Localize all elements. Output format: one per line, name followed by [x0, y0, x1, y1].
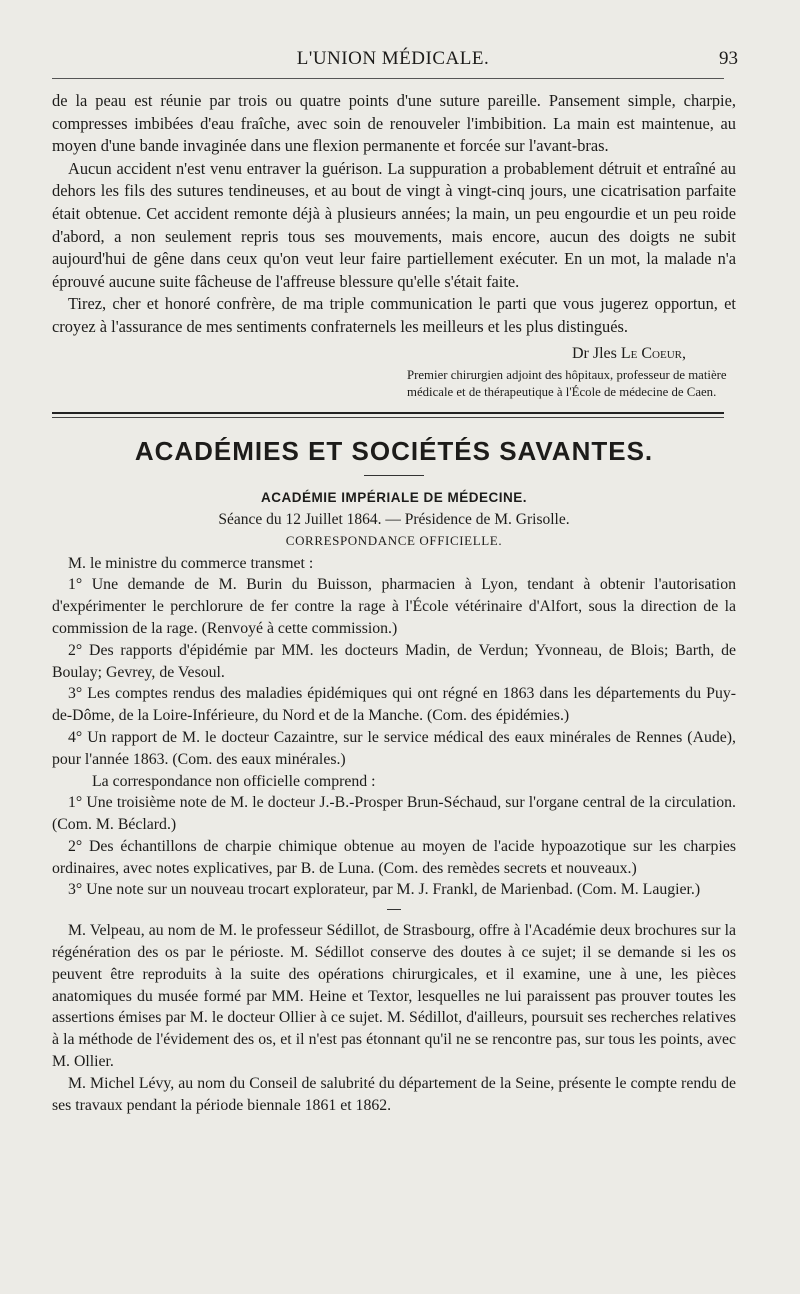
official-intro: M. le ministre du commerce transmet : — [68, 554, 314, 572]
header-rule — [52, 78, 724, 79]
official-item-4: 4° Un rapport de M. le docteur Cazaintre, sur le service médical des eaux minérales de Rennes (Aude), pour l'année 1863. (Com. des eaux minérales.) — [52, 728, 736, 768]
closing-paragraph-1: M. Velpeau, au nom de M. le professeur Sédillot, de Strasbourg, offre à l'Académie deux brochures sur la régénération des os par le périoste. M. Sédillot conserve des doutes à ce sujet; il se demande si les os peuvent être reproduits à la suite des opérations chirurgicales, et il examine, une à une, les pièces anatomiques du musée formé par MM. Heine et Textor, lesquelles ne lui paraissent pas prouver toutes les assertions émises par M. le docteur Ollier à ce sujet. M. Sédillot, d'ailleurs, poursuit ses recherches relatives à la méthode de l'évidement des os, et il n'est pas étonnant qu'il ne se rencontre pas, sur tous les points, avec M. Ollier. — [52, 922, 736, 1071]
official-item-1: 1° Une demande de M. Burin du Buisson, pharmacien à Lyon, tendant à obtenir l'autorisation d'expérimenter le perchlorure de fer contre la rage à l'École vétérinaire d'Alfort, sous la direction de la commission de la rage. (Renvoyé à cette commission.) — [52, 576, 736, 637]
running-title: L'UNION MÉDICALE. — [296, 48, 490, 69]
letter-paragraph-3: Tirez, cher et honoré confrère, de ma triple communication le parti que vous jugerez opportun, et croyez à l'assurance de mes sentiments confraternels les meilleurs et les plus distingués. — [52, 294, 736, 336]
signature-name: Le Coeur — [620, 344, 682, 362]
signature-title: Premier chirurgien adjoint des hôpitaux, professeur de matière médicale et de thérapeutique à l'École de médecine de Caen. — [407, 367, 727, 400]
section-rule-thin — [52, 417, 724, 418]
session-line: Séance du 12 Juillet 1864. — Présidence de M. Grisolle. — [218, 510, 570, 528]
academy-title: ACADÉMIE IMPÉRIALE DE MÉDECINE. — [260, 489, 528, 505]
page-header — [48, 44, 738, 74]
signature-prefix: Dr Jles — [572, 344, 617, 362]
page-body — [52, 90, 736, 1116]
closing-paragraph-2: M. Michel Lévy, au nom du Conseil de salubrité du département de la Seine, présente le compte rendu de ses travaux pendant la période biennale 1861 et 1862. — [52, 1074, 736, 1114]
official-item-3: 3° Les comptes rendus des maladies épidémiques qui ont régné en 1863 dans les départements du Puy-de-Dôme, de la Loire-Inférieure, du Nord et de la Manche. (Com. des épidémies.) — [52, 685, 736, 725]
signature-suffix: , — [682, 344, 686, 362]
letter-paragraph-2: Aucun accident n'est venu entraver la guérison. La suppuration a probablement détruit et entraîné au dehors les fils des sutures tendineuses, et au bout de vingt à vingt-cinq jours, une cicatrisation parfaite était obtenue. Cet accident remonte déjà à plusieurs années; la main, un peu engourdie et un peu roide d'abord, a non seulement repris tous ses mouvements, mais encore, aucun des doigts ne subit aujourd'hui de gêne dans ceux qu'on veut leur faire partiellement exécuter. En un mot, la malade n'a éprouvé aucune suite fâcheuse de l'affreuse blessure qu'elle s'était faite. — [52, 158, 736, 291]
unofficial-item-2: 2° Des échantillons de charpie chimique obtenue au moyen de l'acide hypoazotique sur les charpies ordinaires, avec notes explicatives, par B. de Luna. (Com. des remèdes secrets et nouveaux.) — [52, 837, 736, 877]
separator-dash — [387, 909, 401, 910]
section-rule-thick — [52, 412, 724, 414]
unofficial-item-1: 1° Une troisième note de M. le docteur J.-B.-Prosper Brun-Séchaud, sur l'organe central de la circulation. (Com. M. Béclard.) — [52, 794, 736, 834]
unofficial-item-3: 3° Une note sur un nouveau trocart explorateur, par M. J. Frankl, de Marienbad. (Com. M. Laugier.) — [68, 881, 701, 899]
page-number: 93 — [719, 48, 738, 69]
unofficial-intro: La correspondance non officielle comprend : — [92, 772, 376, 790]
letter-paragraph-1: de la peau est réunie par trois ou quatre points d'une suture pareille. Pansement simple, charpie, compresses imbibées d'eau fraîche, avec soin de renouveler l'imbibition. La main est maintenue, au moyen d'une bande invaginée dans une flexion permanente et forcée sur l'avant-bras. — [52, 91, 736, 156]
title-underline — [364, 475, 424, 476]
section-title: ACADÉMIES ET SOCIÉTÉS SAVANTES. — [134, 435, 654, 466]
correspondence-title: CORRESPONDANCE OFFICIELLE. — [285, 532, 503, 548]
signature — [52, 343, 686, 365]
official-item-2: 2° Des rapports d'épidémie par MM. les docteurs Madin, de Verdun; Yvonneau, de Blois; Barth, de Boulay; Gevrey, de Vesoul. — [52, 641, 736, 681]
